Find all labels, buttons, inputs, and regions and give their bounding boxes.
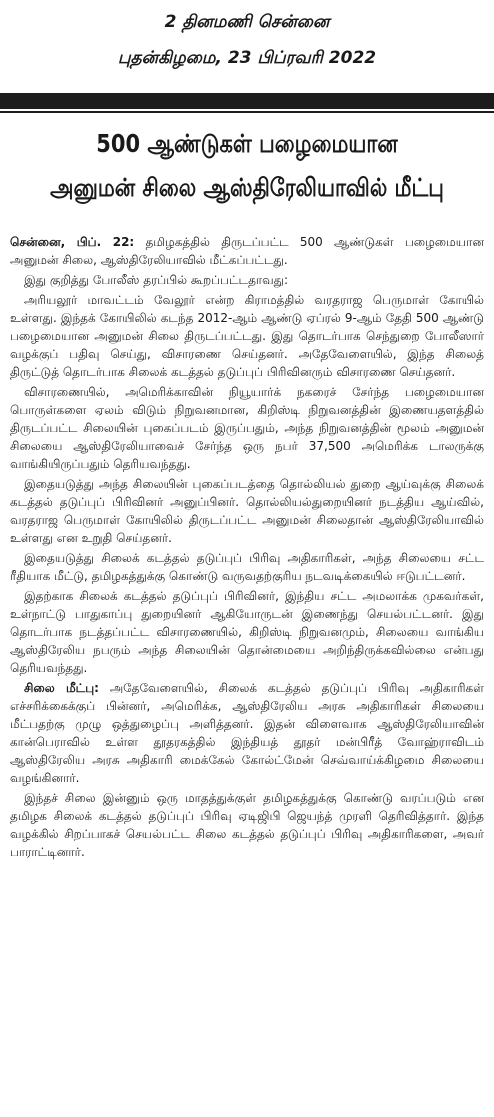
masthead-thick-rule — [0, 93, 494, 109]
article-paragraph: அரியலூர் மாவட்டம் வேலூர் என்ற கிராமத்தில் வரதராஜ பெருமாள் கோயில் உள்ளது. இந்தக் கோயிலில் கடந்த 2012-ஆம் ஆண்டு ஏப்ரல் 9-ஆம் தேதி 500 ஆண்டு பழைமையான அனுமன் சிலை திருடப்பட்டது. இது தொடர்பாக செந்துறை போலீஸார் வழக்குப் பதிவு செய்து, விசாரணை செய்தனர். அதேவேளையில், இந்த சிலைத் திருட்டுத் தொடர்பாக சிலைக் கடத்தல் தடுப்புப் பிரிவினரும் விசாரணை செய்தனர். — [10, 293, 484, 379]
article-paragraph: இதற்காக சிலைக் கடத்தல் தடுப்புப் பிரிவினர், இந்திய சட்ட அமலாக்க முகவர்கள், உள்நாட்டு பாதுகாப்பு துறையினர் ஆகியோருடன் இணைந்து செயல்பட்டனர். இது தொடர்பாக நடத்தப்பட்ட விசாரணையில், கிறிஸ்டி நிறுவனமும், சிலையை வாங்கிய ஆஸ்திரேலிய நபரும் அந்த சிலையின் தொன்மையை அறிந்திருக்கவில்லை என்பது தெரியவந்தது. — [10, 589, 484, 675]
paragraph-text: அதேவேளையில், சிலைக் கடத்தல் தடுப்புப் பிரிவு அதிகாரிகள் எச்சரிக்கைக்குப் பின்னர், அமெரிக்க, ஆஸ்திரேலிய அரசு அதிகாரிகள் சிலையை மீட்பதற்கு முழு ஒத்துழைப்பு அளித்தனர். இதன் விளைவாக ஆஸ்திரேலியாவின் கான்பெராவில் உள்ள தூதரகத்தில் இந்தியத் தூதர் மன்பிரீத் வோஹ்ராவிடம் ஆஸ்திரேலிய அரசு அதிகாரி மைக்கேல் கோல்ட்மேன் செவ்வாய்க்கிழமை சிலையை வழங்கினார். — [10, 681, 484, 785]
article-body — [10, 233, 484, 863]
article-paragraph: இதையடுத்து சிலைக் கடத்தல் தடுப்புப் பிரிவு அதிகாரிகள், அந்த சிலையை சட்ட ரீதியாக மீட்டு, தமிழகத்துக்கு கொண்டு வருவதற்குரிய நடவடிக்கையில் ஈடுபட்டனர். — [10, 551, 484, 583]
masthead — [0, 0, 494, 88]
page-number-newspaper-name: 2 தினமணி சென்னை — [164, 12, 330, 32]
article-paragraph — [10, 679, 484, 787]
masthead-thin-rule — [0, 111, 494, 113]
publication-date: புதன்கிழமை, 23 பிப்ரவரி 2022 — [117, 48, 377, 68]
subheading: சிலை மீட்பு: — [24, 681, 99, 695]
article-paragraph: விசாரணையில், அமெரிக்காவின் நியூயார்க் நகரைச் சேர்ந்த பழைமையான பொருள்களை ஏலம் விடும் நிறுவனமான, கிறிஸ்டி நிறுவனத்தின் இணையதளத்தில் திருடப்பட்ட சிலையின் புகைப்படம் இருப்பதும், அந்த நிறுவனத்தின் மூலம் அனுமன் சிலையை ஆஸ்திரேலியாவைச் சேர்ந்த ஒரு நபர் 37,500 அமெரிக்க டாலருக்கு வாங்கியிருப்பதும் தெரியவந்தது. — [10, 385, 484, 471]
headline-line-2: அனுமன் சிலை ஆஸ்திரேலியாவில் மீட்பு — [50, 173, 444, 202]
headline-line-1: 500 ஆண்டுகள் பழைமையான — [96, 129, 398, 158]
dateline: சென்னை, பிப். 22: — [10, 235, 135, 249]
paragraph-text: தமிழகத்தில் திருடப்பட்ட 500 ஆண்டுகள் பழைமையான அனுமன் சிலை, ஆஸ்திரேலியாவில் மீட்கப்பட்டது. — [10, 235, 484, 267]
article-headline — [0, 122, 494, 210]
article-paragraph: இந்தச் சிலை இன்னும் ஒரு மாதத்துக்குள் தமிழகத்துக்கு கொண்டு வரப்படும் என தமிழக சிலைக் கடத்தல் தடுப்புப் பிரிவு ஏடிஜிபி ஜெயந்த் முரளி தெரிவித்தார். இந்த வழக்கில் சிறப்பாகச் செயல்பட்ட சிலை கடத்தல் தடுப்புப் பிரிவு அதிகாரிகளை, அவர் பாராட்டினார். — [10, 791, 484, 859]
article-paragraph — [10, 233, 484, 269]
article-paragraph: இது குறித்து போலீஸ் தரப்பில் கூறப்பட்டதாவது: — [24, 273, 289, 287]
article-paragraph: இதையடுத்து அந்த சிலையின் புகைப்படத்தை தொல்லியல் துறை ஆய்வுக்கு சிலைக் கடத்தல் தடுப்புப் பிரிவினர் அனுப்பினர். தொல்லியல்துறையினர் நடத்திய ஆய்வில், வரதராஜ பெருமாள் கோயிலில் திருடப்பட்ட அனுமன் சிலைதான் ஆஸ்திரேலியாவில் உள்ளது என உறுதி செய்தனர். — [10, 477, 484, 545]
